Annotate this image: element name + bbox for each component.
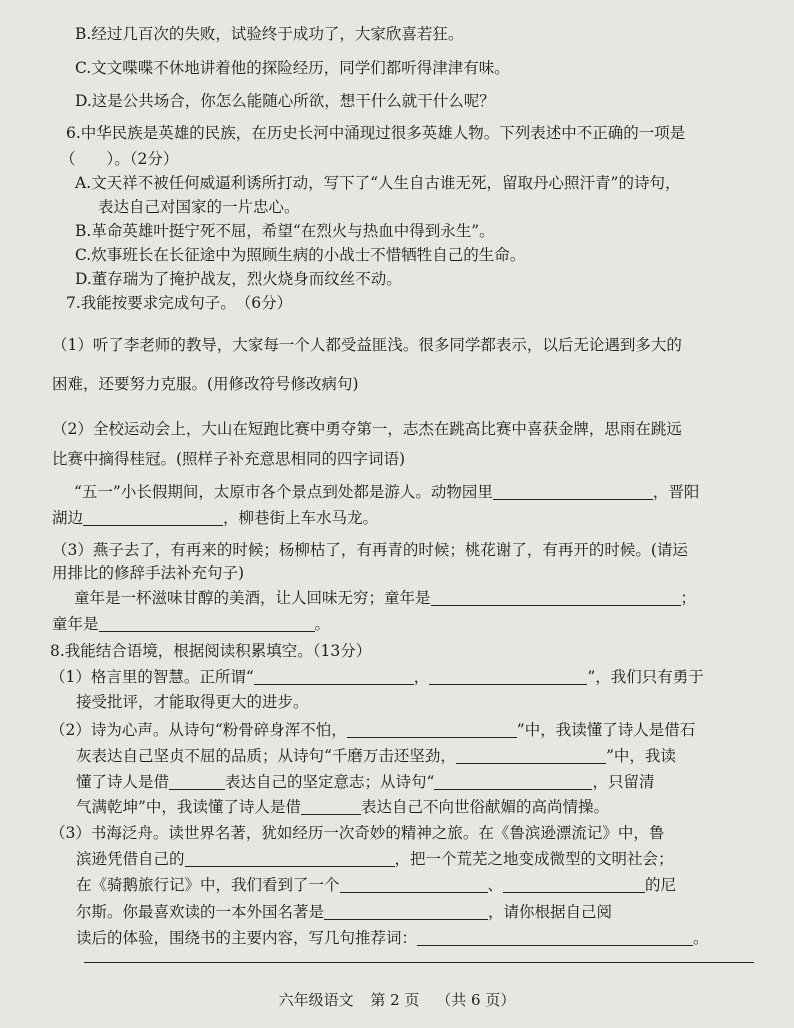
q7-part1-cont: 困难，还要努力克服。(用修改符号修改病句) (52, 375, 359, 393)
q8-recommend-blank[interactable] (417, 929, 693, 946)
q6-stem-cont: （ ）。（2分） (60, 150, 179, 168)
q6-option-a-cont: 表达自己对国家的一片忠心。 (98, 198, 300, 216)
q6-stem: 6.中华民族是英雄的民族，在历史长河中涌现过很多英雄人物。下列表述中不正确的一项是 (66, 124, 686, 142)
q5-option-d: D.这是公共场合，你怎么能随心所欲，想干什么就干什么呢？ (75, 92, 495, 110)
q8-part2-line4: 气满乾坤”中，我读懂了诗人是借 表达自己不向世俗献媚的高尚情操。 (76, 798, 609, 816)
q8-part2-line1: （2）诗为心声。从诗句“粉骨碎身浑不怕， ”中，我读懂了诗人是借石 (50, 721, 696, 739)
q7-childhood-blank-1[interactable] (431, 589, 681, 606)
q8-part3-line2: 滨逊凭借自己的 ，把一个荒芜之地变成微型的文明社会； (76, 850, 674, 868)
q8-poem-blank-2[interactable] (456, 747, 606, 764)
q8-motto-blank-1[interactable] (254, 668, 414, 685)
q6-option-b: B.革命英雄叶挺宁死不屈，希望“在烈火与热血中得到永生”。 (75, 222, 495, 240)
q7-childhood-blank-2[interactable] (99, 615, 315, 632)
footer-subject: 六年级语文 (278, 991, 354, 1009)
q7-part1: （1）听了李老师的教导，大家每一个人都受益匪浅。很多同学都表示，以后无论遇到多大的 (52, 336, 682, 354)
q8-book-blank-3[interactable] (503, 876, 645, 893)
q8-book-blank-2[interactable] (340, 876, 488, 893)
footer-total-pages: （共 6 页） (436, 991, 516, 1009)
q8-poem-blank-5[interactable] (301, 798, 361, 815)
q6-option-d: D.董存瑞为了掩护战友，烈火烧身而纹丝不动。 (75, 270, 402, 288)
q7-part3-fill-line1: 童年是一杯滋味甘醇的美酒，让人回味无穷；童年是 ； (74, 589, 697, 607)
footer-page-number: 第 2 页 (370, 991, 420, 1009)
q8-part3-line3: 在《骑鹅旅行记》中，我们看到了一个 、 的尼 (76, 876, 677, 894)
q8-poem-blank-1[interactable] (347, 721, 517, 738)
q6-option-a: A.文天祥不被任何威逼利诱所打动，写下了“人生自古谁无死，留取丹心照汗青”的诗句， (75, 174, 681, 192)
q7-part2-cont: 比赛中摘得桂冠。(照样子补充意思相同的四字词语) (52, 450, 406, 468)
q8-motto-blank-2[interactable] (429, 668, 587, 685)
q8-poem-blank-3[interactable] (169, 773, 225, 790)
q8-part3-line4: 尔斯。你最喜欢读的一本外国名著是 ，请你根据自己阅 (76, 903, 613, 921)
q7-part2: （2）全校运动会上，大山在短跑比赛中勇夺第一，志杰在跳高比赛中喜获金牌，思雨在跳远 (52, 420, 682, 438)
q7-lake-blank[interactable] (83, 509, 223, 526)
q8-book-blank-1[interactable] (185, 850, 395, 867)
q5-option-b: B.经过几百次的失败，试验终于成功了，大家欣喜若狂。 (75, 25, 464, 43)
q8-part1: （1）格言里的智慧。正所谓“ ， ”，我们只有勇于 (50, 668, 704, 686)
q8-part2-line2: 灰表达自己坚贞不屈的品质；从诗句“千磨万击还坚劲， ”中，我读 (76, 747, 676, 765)
page-footer (0, 990, 794, 1010)
q7-part2-fill-line2: 湖边 ，柳巷街上车水马龙。 (52, 509, 379, 527)
q5-option-c: C.文文喋喋不休地讲着他的探险经历，同学们都听得津津有味。 (75, 59, 510, 77)
q8-part3-line5: 读后的体验，围绕书的主要内容，写几句推荐词： 。 (76, 929, 709, 947)
q8-part1-cont: 接受批评，才能取得更大的进步。 (76, 693, 309, 711)
q7-part3-cont: 用排比的修辞手法补充句子) (52, 564, 245, 582)
q7-zoo-blank[interactable] (493, 483, 653, 500)
q7-title: 7.我能按要求完成句子。 （6分） (66, 294, 293, 312)
q8-title: 8.我能结合语境，根据阅读积累填空。（13分） (50, 642, 372, 660)
q6-option-c: C.炊事班长在长征途中为照顾生病的小战士不惜牺牲自己的生命。 (75, 246, 526, 264)
q7-part2-fill-line1: “五一”小长假期间，太原市各个景点到处都是游人。动物园里 ，晋阳 (74, 483, 700, 501)
q7-part3-fill-line2: 童年是 。 (52, 615, 331, 633)
q7-part3: （3）燕子去了，有再来的时候；杨柳枯了，有再青的时候；桃花谢了，有再开的时候。(请运 (52, 541, 688, 559)
q8-poem-blank-4[interactable] (434, 773, 592, 790)
q8-part3-line1: （3）书海泛舟。读世界名著，犹如经历一次奇妙的精神之旅。在《鲁滨逊漂流记》中，鲁 (50, 824, 665, 842)
q8-book-blank-4[interactable] (324, 903, 488, 920)
q8-part2-line3: 懂了诗人是借 表达自己的坚定意志；从诗句“ ，只留清 (76, 773, 655, 791)
q8-recommend-extra-line[interactable] (84, 962, 754, 963)
